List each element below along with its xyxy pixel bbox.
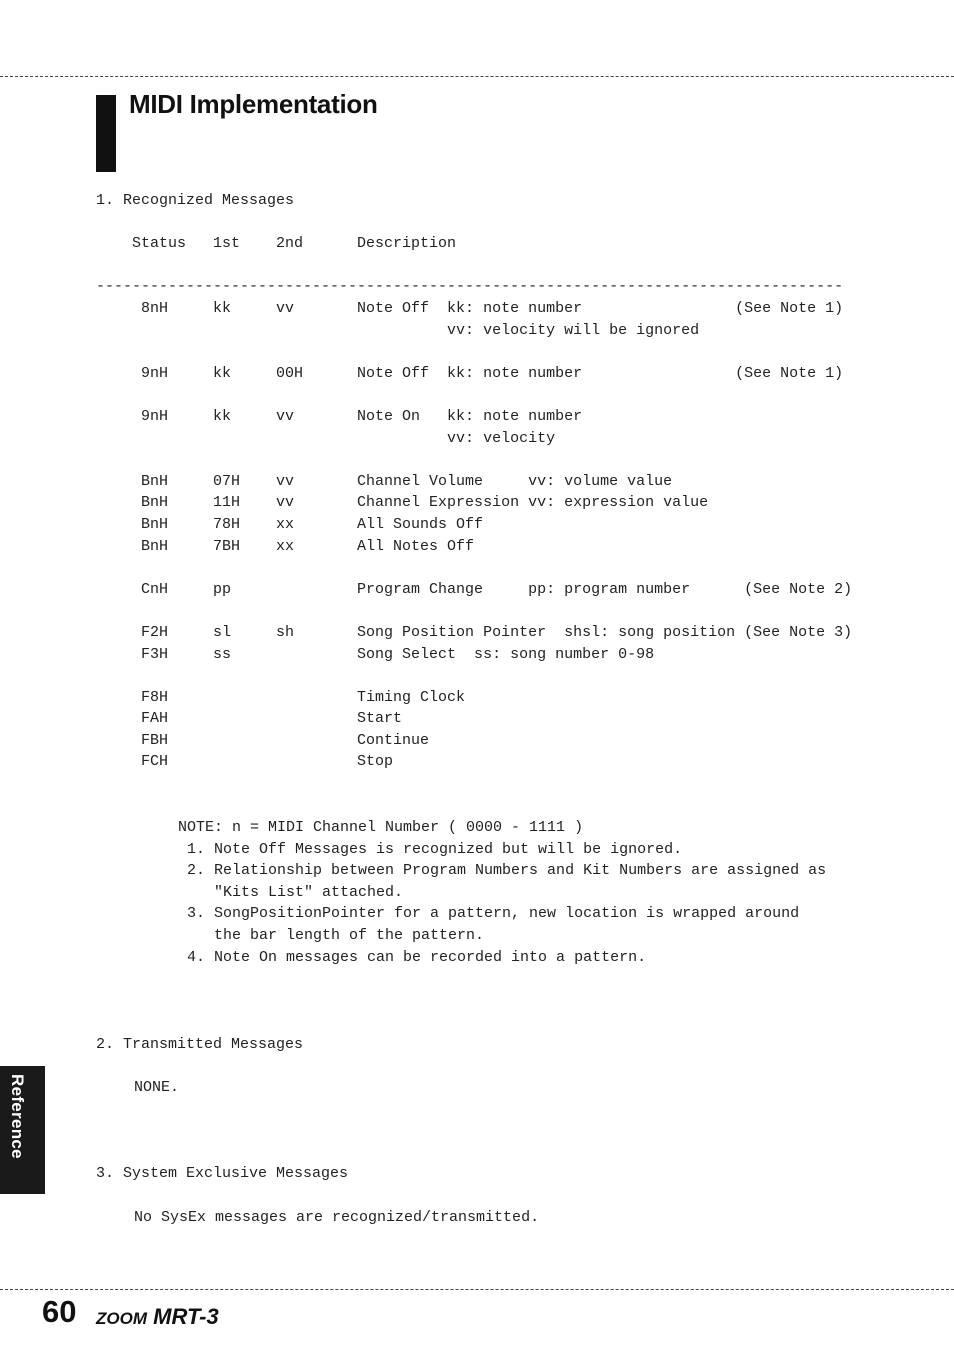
transmitted-heading: 2. Transmitted Messages — [96, 1036, 304, 1053]
recognized-heading: 1. Recognized Messages — [96, 192, 295, 209]
message-table: 8nH kk vv Note Off kk: note number (See Note 1) vv: velocity will be ignored 9nH kk 00H Note Off kk: note number (See Note 1) 9nH kk vv Note On kk: note number vv: velocity BnH 07H vv Channel Volume vv: volume value BnH 11H vv Channel Expression vv: expression value BnH 78H xx All Sounds Off BnH 7BH xx All Notes Off CnH pp Program Change pp: program number (See Note 2) F2H sl sh Song Position Pointer shsl: song position (See Note 3) F3H ss Song Select ss: song number 0-98 F8H Timing Clock FAH Start FBH Continue FCH Stop — [141, 300, 853, 771]
top-divider — [0, 76, 954, 77]
page-title: MIDI Implementation — [129, 89, 378, 119]
model-name: MRT-3 — [153, 1304, 219, 1329]
sysex-body: No SysEx messages are recognized/transmitted. — [134, 1209, 540, 1226]
product-name — [96, 1304, 219, 1330]
transmitted-body: NONE. — [134, 1079, 180, 1096]
notes-block: NOTE: n = MIDI Channel Number ( 0000 - 1111 ) 1. Note Off Messages is recognized but will be ignored. 2. Relationship between Program Numbers and Kit Numbers are assigned as "Kits List" attached. 3. SongPositionPointer for a pattern, new location is wrapped around the bar length of the pattern. 4. Note On messages can be recorded into a pattern. — [178, 819, 827, 966]
bottom-divider — [0, 1289, 954, 1290]
side-tab-label: Reference — [8, 1074, 27, 1159]
title-marker — [96, 95, 116, 172]
brand-name: ZOOM — [96, 1309, 147, 1328]
page-number: 60 — [42, 1294, 77, 1329]
sysex-heading: 3. System Exclusive Messages — [96, 1165, 349, 1182]
table-divider: ----------------------------------------------------------------------------------- — [96, 278, 844, 295]
table-header: Status 1st 2nd Description — [96, 235, 457, 252]
